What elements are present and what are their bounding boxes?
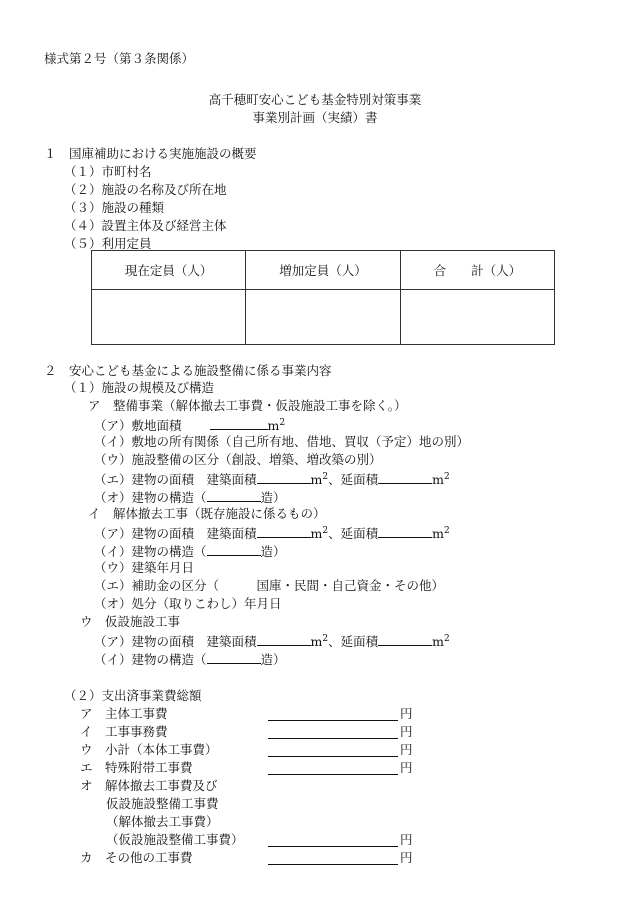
- b-floor-area-blank[interactable]: [378, 524, 432, 538]
- cost-main-label: ア 主体工事費: [80, 706, 168, 721]
- header-total-capacity: 合 計（人）: [400, 251, 554, 290]
- a-land-ownership: （イ）敷地の所有関係（自己所有地、借地、買収（予定）地の別）: [94, 434, 470, 449]
- s1-item-capacity: （５）利用定員: [64, 236, 152, 251]
- cost-office-label: イ 工事事務費: [80, 724, 168, 739]
- cost-main-unit: 円: [400, 706, 413, 721]
- cost-temporary-blank[interactable]: [268, 846, 398, 847]
- cost-subtotal-blank[interactable]: [268, 756, 398, 757]
- cost-other-unit: 円: [400, 850, 413, 865]
- title-line-1: 高千穂町安心こども基金特別対策事業: [208, 92, 422, 107]
- s2-c-title: ウ 仮設施設工事: [80, 614, 181, 629]
- section-1-heading: １ 国庫補助における実施施設の概要: [44, 146, 257, 161]
- section-2-heading: ２ 安心こども基金による施設整備に係る事業内容: [44, 363, 332, 378]
- b-subsidy-category: （エ）補助金の区分（ 国庫・民間・自己資金・その他）: [94, 578, 445, 593]
- s2-sub-scale-structure: （１）施設の規模及び構造: [64, 380, 215, 395]
- cost-demolition-label-1: オ 解体撤去工事費及び: [80, 778, 218, 793]
- b-structure-blank[interactable]: [207, 542, 261, 556]
- s1-item-facility-type: （３）施設の種類: [64, 200, 165, 215]
- cost-other-blank[interactable]: [268, 864, 398, 865]
- a-building-area: （エ）建物の面積 建築面積 $m^2$、延面積 $m^2$: [94, 472, 450, 487]
- b-build-date: （ウ）建築年月日: [94, 560, 195, 575]
- b-structure: （イ）建物の構造（ 造）: [94, 544, 286, 559]
- a-structure: （オ）建物の構造（ 造）: [94, 490, 286, 505]
- s1-item-operator: （４）設置主体及び経営主体: [64, 218, 227, 233]
- form-number: 様式第２号（第３条関係）: [44, 51, 195, 66]
- a-site-area-blank[interactable]: [210, 416, 268, 430]
- a-construction-type: （ウ）施設整備の区分（創設、増築、増改築の別）: [94, 452, 382, 467]
- cost-temporary-label: （仮設施設整備工事費）: [106, 832, 244, 847]
- b-demolition-date: （オ）処分（取りこわし）年月日: [94, 596, 282, 611]
- cell-current-capacity[interactable]: [92, 290, 246, 345]
- cost-other-label: カ その他の工事費: [80, 850, 193, 865]
- s1-item-municipality: （１）市町村名: [64, 164, 152, 179]
- c-building-area: （ア）建物の面積 建築面積 $m^2$、延面積 $m^2$: [94, 634, 450, 649]
- b-building-area-blank[interactable]: [257, 524, 311, 538]
- c-floor-area-blank[interactable]: [378, 632, 432, 646]
- b-building-area: （ア）建物の面積 建築面積 $m^2$、延面積 $m^2$: [94, 526, 450, 541]
- header-current-capacity: 現在定員（人）: [92, 251, 246, 290]
- a-structure-blank[interactable]: [207, 488, 261, 502]
- c-structure: （イ）建物の構造（ 造）: [94, 652, 286, 667]
- s2-b-title: イ 解体撤去工事（既存施設に係るもの）: [88, 506, 326, 521]
- cell-total-capacity[interactable]: [400, 290, 554, 345]
- cost-special-unit: 円: [400, 760, 413, 775]
- a-site-area: （ア）敷地面積 $m^2$: [94, 418, 286, 433]
- s2-a-title: ア 整備事業（解体撤去工事費・仮設施設工事を除く。）: [88, 398, 407, 413]
- cost-demolition-label-3: （解体撤去工事費）: [106, 814, 219, 829]
- s1-item-facility-name: （２）施設の名称及び所在地: [64, 182, 227, 197]
- cost-main-blank[interactable]: [268, 720, 398, 721]
- cost-special-label: エ 特殊附帯工事費: [80, 760, 193, 775]
- cell-added-capacity[interactable]: [246, 290, 400, 345]
- cost-office-blank[interactable]: [268, 738, 398, 739]
- title-line-2: 事業別計画（実績）書: [252, 110, 378, 125]
- c-structure-blank[interactable]: [207, 650, 261, 664]
- a-floor-area-blank[interactable]: [378, 470, 432, 484]
- capacity-table: [91, 250, 555, 345]
- header-added-capacity: 増加定員（人）: [246, 251, 400, 290]
- a-building-area-blank[interactable]: [257, 470, 311, 484]
- cost-temporary-unit: 円: [400, 832, 413, 847]
- cost-special-blank[interactable]: [268, 774, 398, 775]
- s2-sub-total-cost: （２）支出済事業費総額: [64, 688, 202, 703]
- c-building-area-blank[interactable]: [257, 632, 311, 646]
- cost-subtotal-label: ウ 小計（本体工事費）: [80, 742, 218, 757]
- cost-demolition-label-2: 仮設施設整備工事費: [106, 796, 219, 811]
- cost-office-unit: 円: [400, 724, 413, 739]
- cost-subtotal-unit: 円: [400, 742, 413, 757]
